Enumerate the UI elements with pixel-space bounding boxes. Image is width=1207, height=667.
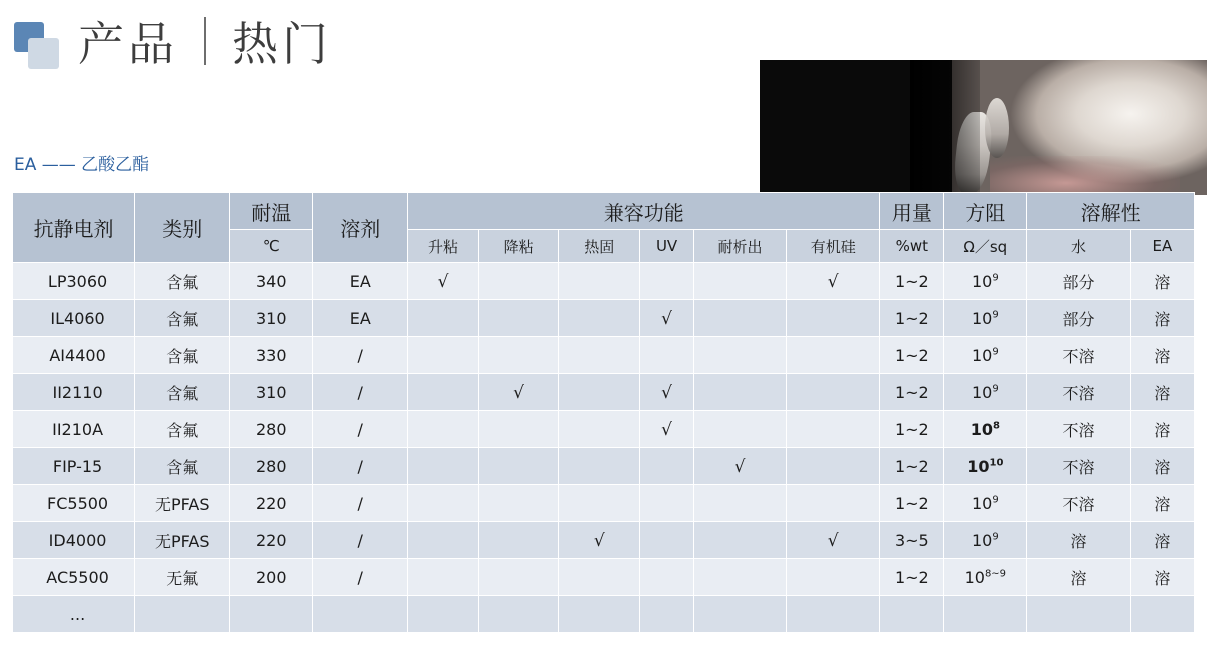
cell-solvent: / xyxy=(313,411,408,448)
cell-dosage: 1~2 xyxy=(880,485,944,522)
cell-anti-bleed xyxy=(693,300,786,337)
cell-anti-bleed xyxy=(693,596,786,633)
cell-uv xyxy=(640,485,694,522)
page-title-main: 产品 xyxy=(78,17,178,71)
cell-dosage: 1~2 xyxy=(880,300,944,337)
table-header-row-primary xyxy=(13,193,1195,230)
two-squares-logo-icon xyxy=(14,22,60,70)
cell-resistance xyxy=(944,374,1027,411)
cell-thicken xyxy=(408,374,478,411)
cell-dosage: 1~2 xyxy=(880,263,944,300)
cell-solubility-water: 部分 xyxy=(1027,263,1131,300)
subcol-header-ea: EA xyxy=(1130,230,1194,263)
cell-silicone xyxy=(787,448,880,485)
cell-solubility-ea: 溶 xyxy=(1130,263,1194,300)
resistance-base: 10 xyxy=(971,493,993,513)
cell-anti-bleed xyxy=(693,411,786,448)
cell-solubility-ea: 溶 xyxy=(1130,559,1194,596)
cell-category: 无PFAS xyxy=(135,485,230,522)
cell-silicone xyxy=(787,300,880,337)
resistance-exponent: 8~9 xyxy=(984,568,1007,580)
cell-anti-bleed xyxy=(693,485,786,522)
cell-category: 含氟 xyxy=(135,300,230,337)
table-row xyxy=(13,522,1195,559)
resistance-base: 10 xyxy=(971,382,993,402)
cell-solubility-ea: 溶 xyxy=(1130,485,1194,522)
col-header-agent: 抗静电剂 xyxy=(13,193,135,263)
cell-solubility-ea: 溶 xyxy=(1130,337,1194,374)
cell-temperature xyxy=(230,596,313,633)
subcol-header-thermoset: 热固 xyxy=(559,230,640,263)
cell-solubility-water: 不溶 xyxy=(1027,448,1131,485)
resistance-base: 10 xyxy=(971,530,993,550)
cell-agent-name: LP3060 xyxy=(13,263,135,300)
cell-resistance xyxy=(944,485,1027,522)
cell-solvent: / xyxy=(313,374,408,411)
cell-thermoset xyxy=(559,300,640,337)
cell-resistance xyxy=(944,337,1027,374)
cell-agent-name: FC5500 xyxy=(13,485,135,522)
cell-thermoset xyxy=(559,522,640,559)
cell-thermoset xyxy=(559,596,640,633)
cell-category: 含氟 xyxy=(135,374,230,411)
table-body xyxy=(13,263,1195,633)
resistance-base: 10 xyxy=(971,308,993,328)
cell-temperature: 220 xyxy=(230,522,313,559)
cell-solubility-water: 不溶 xyxy=(1027,374,1131,411)
cell-uv xyxy=(640,374,694,411)
col-header-solvent: 溶剂 xyxy=(313,193,408,263)
table-row xyxy=(13,411,1195,448)
section-subtitle: EA —— 乙酸乙酯 xyxy=(14,155,150,175)
cell-thermoset xyxy=(559,485,640,522)
check-mark-icon: √ xyxy=(661,419,672,440)
resistance-base: 10 xyxy=(971,345,993,365)
subcol-header-silicone: 有机硅 xyxy=(787,230,880,263)
cell-agent-name: II2110 xyxy=(13,374,135,411)
cell-dosage: 1~2 xyxy=(880,337,944,374)
cell-thicken xyxy=(408,411,478,448)
cell-anti-bleed xyxy=(693,263,786,300)
cell-solubility-water: 溶 xyxy=(1027,522,1131,559)
check-mark-icon: √ xyxy=(593,530,605,551)
cell-uv xyxy=(640,448,694,485)
check-mark-icon: √ xyxy=(827,271,839,292)
cell-uv xyxy=(640,522,694,559)
cell-solubility-water: 不溶 xyxy=(1027,411,1131,448)
cell-uv xyxy=(640,263,694,300)
cell-thicken xyxy=(408,559,478,596)
col-header-resistance: 方阻 xyxy=(944,193,1027,230)
cell-dosage xyxy=(880,596,944,633)
cell-silicone xyxy=(787,596,880,633)
subcol-header-thin: 降粘 xyxy=(478,230,559,263)
cell-dosage: 1~2 xyxy=(880,411,944,448)
subcol-header-anti-bleed: 耐析出 xyxy=(693,230,786,263)
table-row xyxy=(13,263,1195,300)
photo-dark-gradient xyxy=(910,60,980,195)
cell-thin xyxy=(478,411,559,448)
cell-agent-name: FIP-15 xyxy=(13,448,135,485)
col-header-dosage: 用量 xyxy=(880,193,944,230)
cell-thin xyxy=(478,374,559,411)
check-mark-icon: √ xyxy=(661,308,672,329)
cell-category: 无PFAS xyxy=(135,522,230,559)
resistance-base: 10 xyxy=(971,271,993,291)
cell-solubility-water xyxy=(1027,596,1131,633)
cell-thicken xyxy=(408,300,478,337)
resistance-exponent: 9 xyxy=(992,346,999,358)
cell-silicone xyxy=(787,263,880,300)
cell-solvent: EA xyxy=(313,300,408,337)
title-separator xyxy=(204,17,206,65)
cell-category: 含氟 xyxy=(135,263,230,300)
cell-solubility-ea: 溶 xyxy=(1130,300,1194,337)
subcol-header-dosage-unit: %wt xyxy=(880,230,944,263)
cell-silicone xyxy=(787,559,880,596)
viscous-liquid-photo xyxy=(760,60,1207,195)
subcol-header-resistance-unit: Ω／sq xyxy=(944,230,1027,263)
resistance-exponent: 8 xyxy=(992,420,1000,432)
cell-solvent: EA xyxy=(313,263,408,300)
resistance-exponent: 9 xyxy=(992,383,999,395)
cell-solvent: / xyxy=(313,522,408,559)
cell-silicone xyxy=(787,337,880,374)
cell-resistance xyxy=(944,522,1027,559)
cell-category: 无氟 xyxy=(135,559,230,596)
cell-solvent: / xyxy=(313,448,408,485)
check-mark-icon: √ xyxy=(513,382,525,403)
resistance-base: 10 xyxy=(967,456,990,476)
cell-dosage: 1~2 xyxy=(880,448,944,485)
cell-solvent: / xyxy=(313,559,408,596)
cell-solubility-ea: 溶 xyxy=(1130,374,1194,411)
resistance-exponent: 9 xyxy=(992,272,999,284)
cell-thin xyxy=(478,263,559,300)
cell-resistance xyxy=(944,596,1027,633)
cell-anti-bleed xyxy=(693,337,786,374)
cell-thermoset xyxy=(559,411,640,448)
cell-anti-bleed xyxy=(693,374,786,411)
cell-silicone xyxy=(787,522,880,559)
cell-agent-name: AI4400 xyxy=(13,337,135,374)
cell-thicken xyxy=(408,522,478,559)
subcol-header-water: 水 xyxy=(1027,230,1131,263)
table-row xyxy=(13,337,1195,374)
cell-resistance xyxy=(944,263,1027,300)
resistance-base: 10 xyxy=(964,567,985,587)
cell-silicone xyxy=(787,485,880,522)
cell-thin xyxy=(478,300,559,337)
cell-agent-name: IL4060 xyxy=(13,300,135,337)
check-mark-icon: √ xyxy=(661,382,672,403)
table-row xyxy=(13,300,1195,337)
cell-thicken xyxy=(408,337,478,374)
cell-agent-name: ... xyxy=(13,596,135,633)
table-row xyxy=(13,596,1195,633)
table-row xyxy=(13,559,1195,596)
resistance-exponent: 9 xyxy=(992,494,999,506)
cell-solubility-ea xyxy=(1130,596,1194,633)
cell-solubility-water: 不溶 xyxy=(1027,337,1131,374)
cell-uv xyxy=(640,559,694,596)
cell-thin xyxy=(478,485,559,522)
cell-temperature: 280 xyxy=(230,448,313,485)
table-row xyxy=(13,448,1195,485)
cell-uv xyxy=(640,596,694,633)
cell-thicken xyxy=(408,263,478,300)
table-row xyxy=(13,374,1195,411)
cell-category: 含氟 xyxy=(135,337,230,374)
resistance-exponent: 9 xyxy=(992,309,999,321)
cell-category xyxy=(135,596,230,633)
cell-thermoset xyxy=(559,337,640,374)
page-title-sub: 热门 xyxy=(232,17,332,71)
cell-anti-bleed xyxy=(693,522,786,559)
cell-temperature: 330 xyxy=(230,337,313,374)
cell-agent-name: ID4000 xyxy=(13,522,135,559)
cell-uv xyxy=(640,337,694,374)
cell-temperature: 200 xyxy=(230,559,313,596)
cell-resistance xyxy=(944,448,1027,485)
cell-silicone xyxy=(787,411,880,448)
cell-anti-bleed xyxy=(693,448,786,485)
photo-drip-strand-secondary xyxy=(985,98,1009,158)
cell-solvent xyxy=(313,596,408,633)
cell-category: 含氟 xyxy=(135,411,230,448)
cell-resistance xyxy=(944,411,1027,448)
cell-solubility-ea: 溶 xyxy=(1130,411,1194,448)
cell-dosage: 1~2 xyxy=(880,374,944,411)
cell-dosage: 3~5 xyxy=(880,522,944,559)
cell-thermoset xyxy=(559,559,640,596)
subcol-header-temp-unit: ℃ xyxy=(230,230,313,263)
cell-dosage: 1~2 xyxy=(880,559,944,596)
cell-temperature: 340 xyxy=(230,263,313,300)
check-mark-icon: √ xyxy=(734,456,746,477)
cell-temperature: 220 xyxy=(230,485,313,522)
resistance-exponent: 10 xyxy=(989,457,1004,469)
subcol-header-uv: UV xyxy=(640,230,694,263)
cell-solubility-ea: 溶 xyxy=(1130,522,1194,559)
logo-square-front xyxy=(28,38,59,69)
page-title xyxy=(78,8,332,74)
subcol-header-thicken: 升粘 xyxy=(408,230,478,263)
cell-thermoset xyxy=(559,448,640,485)
cell-category: 含氟 xyxy=(135,448,230,485)
table-row xyxy=(13,485,1195,522)
resistance-exponent: 9 xyxy=(992,531,999,543)
cell-silicone xyxy=(787,374,880,411)
cell-solubility-water: 溶 xyxy=(1027,559,1131,596)
antistatic-agents-table xyxy=(12,192,1195,633)
col-header-compatibility: 兼容功能 xyxy=(408,193,880,230)
cell-solvent: / xyxy=(313,485,408,522)
cell-solubility-water: 部分 xyxy=(1027,300,1131,337)
cell-anti-bleed xyxy=(693,559,786,596)
cell-temperature: 310 xyxy=(230,374,313,411)
cell-thin xyxy=(478,448,559,485)
col-header-category: 类别 xyxy=(135,193,230,263)
photo-warm-highlight xyxy=(990,156,1180,195)
cell-agent-name: II210A xyxy=(13,411,135,448)
cell-temperature: 280 xyxy=(230,411,313,448)
cell-thin xyxy=(478,522,559,559)
cell-resistance xyxy=(944,559,1027,596)
check-mark-icon: √ xyxy=(827,530,839,551)
cell-thin xyxy=(478,559,559,596)
cell-thicken xyxy=(408,448,478,485)
cell-temperature: 310 xyxy=(230,300,313,337)
cell-resistance xyxy=(944,300,1027,337)
col-header-solubility: 溶解性 xyxy=(1027,193,1195,230)
col-header-temperature: 耐温 xyxy=(230,193,313,230)
check-mark-icon: √ xyxy=(437,271,449,292)
cell-thermoset xyxy=(559,374,640,411)
cell-solvent: / xyxy=(313,337,408,374)
cell-thermoset xyxy=(559,263,640,300)
cell-solubility-ea: 溶 xyxy=(1130,448,1194,485)
cell-uv xyxy=(640,300,694,337)
cell-uv xyxy=(640,411,694,448)
resistance-base: 10 xyxy=(970,419,993,439)
cell-thicken xyxy=(408,485,478,522)
cell-thin xyxy=(478,596,559,633)
cell-solubility-water: 不溶 xyxy=(1027,485,1131,522)
cell-thin xyxy=(478,337,559,374)
cell-thicken xyxy=(408,596,478,633)
cell-agent-name: AC5500 xyxy=(13,559,135,596)
